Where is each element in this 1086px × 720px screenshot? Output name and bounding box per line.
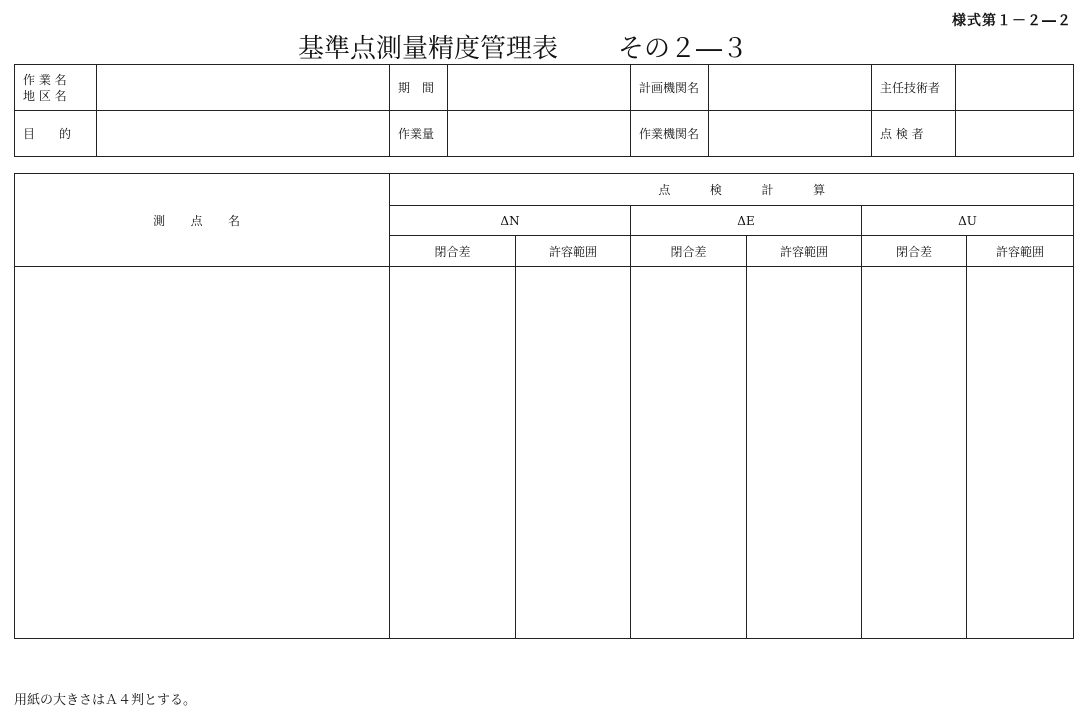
chief-engineer-label: 主任技術者 — [872, 65, 956, 111]
purpose-field[interactable] — [97, 111, 390, 157]
delta-e-closing-error-header: 閉合差 — [631, 236, 747, 267]
work-name-label: 作 業 名 — [23, 72, 67, 87]
delta-e-closing-error-body[interactable] — [631, 267, 747, 639]
period-field[interactable] — [448, 65, 631, 111]
work-volume-field[interactable] — [448, 111, 631, 157]
delta-u-tolerance-header: 許容範囲 — [967, 236, 1074, 267]
work-org-field[interactable] — [709, 111, 872, 157]
form-code: 様式第１－２―２ — [952, 13, 1072, 29]
purpose-label: 目 的 — [15, 111, 97, 157]
period-label: 期 間 — [390, 65, 448, 111]
delta-e-tolerance-body[interactable] — [747, 267, 862, 639]
delta-n-closing-error-header: 閉合差 — [390, 236, 516, 267]
check-calc-header: 点検計算 — [390, 174, 1074, 206]
point-name-header: 測 点 名 — [15, 174, 390, 267]
delta-u-closing-error-header: 閉合差 — [862, 236, 967, 267]
page-title — [298, 28, 748, 65]
delta-e-tolerance-header: 許容範囲 — [747, 236, 862, 267]
delta-e-header: ΔE — [631, 206, 862, 236]
work-org-label: 作業機関名 — [631, 111, 709, 157]
plan-org-label: 計画機関名 — [631, 65, 709, 111]
paper-size-note: 用紙の大きさはＡ４判とする。 — [14, 693, 197, 708]
delta-n-header: ΔN — [390, 206, 631, 236]
chief-engineer-field[interactable] — [956, 65, 1074, 111]
delta-u-header: ΔU — [862, 206, 1074, 236]
check-calculation-table — [14, 173, 1074, 639]
title-main: 基準点測量精度管理表 — [298, 34, 559, 64]
title-sub: その２―３ — [618, 34, 749, 64]
work-name-field[interactable] — [97, 65, 390, 111]
point-name-body[interactable] — [15, 267, 390, 639]
delta-u-tolerance-body[interactable] — [967, 267, 1074, 639]
delta-u-closing-error-body[interactable] — [862, 267, 967, 639]
delta-n-tolerance-header: 許容範囲 — [516, 236, 631, 267]
inspector-field[interactable] — [956, 111, 1074, 157]
work-volume-label: 作業量 — [390, 111, 448, 157]
area-name-label: 地 区 名 — [23, 88, 67, 103]
delta-n-closing-error-body[interactable] — [390, 267, 516, 639]
plan-org-field[interactable] — [709, 65, 872, 111]
inspector-label: 点 検 者 — [872, 111, 956, 157]
info-table — [14, 64, 1074, 157]
delta-n-tolerance-body[interactable] — [516, 267, 631, 639]
work-area-label-cell — [15, 65, 97, 111]
